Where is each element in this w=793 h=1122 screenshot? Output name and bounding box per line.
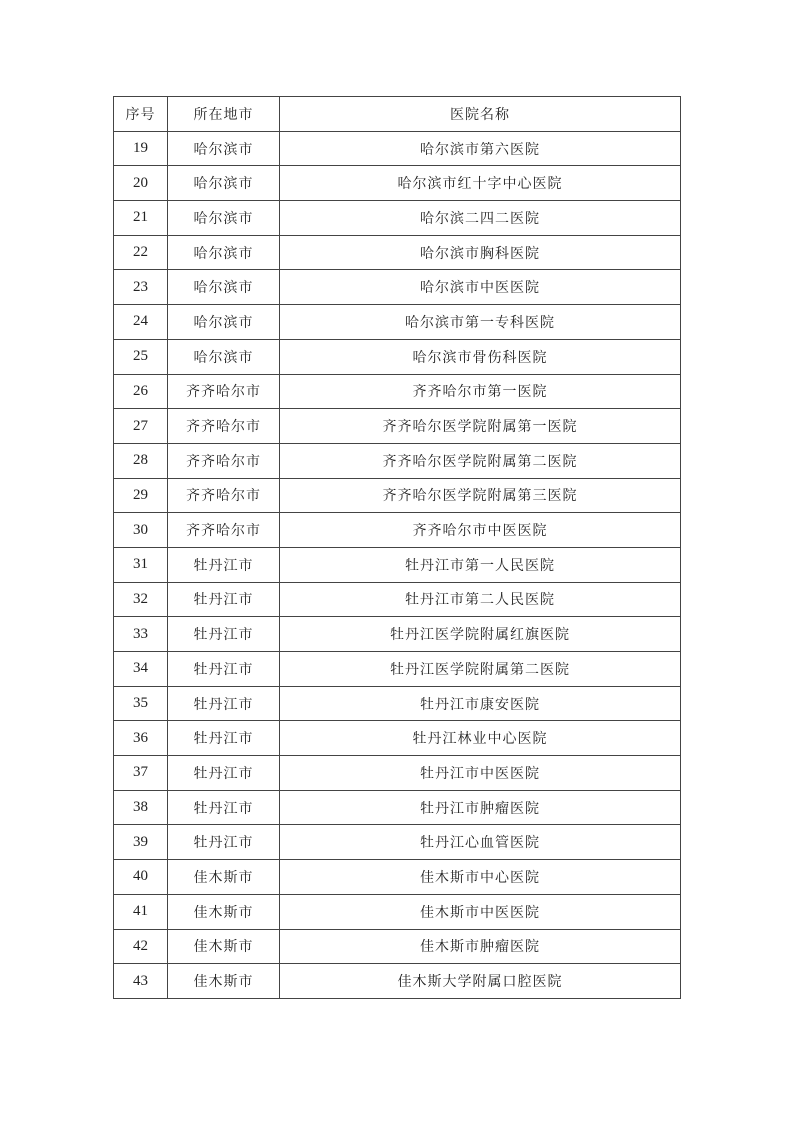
- cell-hospital: 齐齐哈尔医学院附属第二医院: [280, 443, 681, 478]
- cell-index: 39: [114, 825, 168, 860]
- cell-index: 42: [114, 929, 168, 964]
- cell-city: 佳木斯市: [168, 894, 280, 929]
- cell-index: 19: [114, 131, 168, 166]
- table-row: [114, 894, 681, 929]
- table-header: [114, 97, 681, 132]
- cell-index: 28: [114, 443, 168, 478]
- table-row: [114, 790, 681, 825]
- table-row: [114, 652, 681, 687]
- table-row: [114, 305, 681, 340]
- cell-city: 佳木斯市: [168, 860, 280, 895]
- cell-index: 40: [114, 860, 168, 895]
- cell-city: 牡丹江市: [168, 617, 280, 652]
- table-row: [114, 860, 681, 895]
- cell-hospital: 牡丹江市第二人民医院: [280, 582, 681, 617]
- cell-city: 齐齐哈尔市: [168, 374, 280, 409]
- cell-hospital: 哈尔滨市红十字中心医院: [280, 166, 681, 201]
- cell-hospital: 齐齐哈尔市第一医院: [280, 374, 681, 409]
- cell-index: 25: [114, 339, 168, 374]
- table-row: [114, 201, 681, 236]
- table-row: [114, 131, 681, 166]
- cell-city: 哈尔滨市: [168, 270, 280, 305]
- header-hospital: 医院名称: [280, 97, 681, 132]
- cell-index: 30: [114, 513, 168, 548]
- cell-city: 哈尔滨市: [168, 201, 280, 236]
- header-index: 序号: [114, 97, 168, 132]
- table-row: [114, 513, 681, 548]
- cell-index: 32: [114, 582, 168, 617]
- cell-hospital: 齐齐哈尔医学院附属第一医院: [280, 409, 681, 444]
- cell-index: 22: [114, 235, 168, 270]
- cell-city: 哈尔滨市: [168, 131, 280, 166]
- cell-index: 38: [114, 790, 168, 825]
- header-row: [114, 97, 681, 132]
- cell-hospital: 佳木斯市肿瘤医院: [280, 929, 681, 964]
- cell-index: 24: [114, 305, 168, 340]
- cell-hospital: 牡丹江医学院附属第二医院: [280, 652, 681, 687]
- cell-city: 哈尔滨市: [168, 339, 280, 374]
- cell-index: 43: [114, 964, 168, 999]
- cell-hospital: 佳木斯大学附属口腔医院: [280, 964, 681, 999]
- cell-city: 哈尔滨市: [168, 235, 280, 270]
- cell-city: 牡丹江市: [168, 652, 280, 687]
- hospital-list-table: [113, 96, 681, 999]
- table-row: [114, 374, 681, 409]
- cell-hospital: 哈尔滨市第六医院: [280, 131, 681, 166]
- table-row: [114, 166, 681, 201]
- cell-city: 哈尔滨市: [168, 166, 280, 201]
- table-row: [114, 825, 681, 860]
- cell-hospital: 齐齐哈尔市中医医院: [280, 513, 681, 548]
- table-body: [114, 131, 681, 998]
- table-row: [114, 547, 681, 582]
- cell-index: 29: [114, 478, 168, 513]
- cell-index: 34: [114, 652, 168, 687]
- cell-hospital: 牡丹江市肿瘤医院: [280, 790, 681, 825]
- cell-city: 牡丹江市: [168, 721, 280, 756]
- header-city: 所在地市: [168, 97, 280, 132]
- cell-city: 哈尔滨市: [168, 305, 280, 340]
- table-row: [114, 270, 681, 305]
- cell-hospital: 牡丹江医学院附属红旗医院: [280, 617, 681, 652]
- cell-hospital: 齐齐哈尔医学院附属第三医院: [280, 478, 681, 513]
- cell-index: 20: [114, 166, 168, 201]
- cell-city: 牡丹江市: [168, 686, 280, 721]
- cell-index: 31: [114, 547, 168, 582]
- cell-index: 21: [114, 201, 168, 236]
- cell-hospital: 哈尔滨市第一专科医院: [280, 305, 681, 340]
- table-row: [114, 478, 681, 513]
- cell-hospital: 佳木斯市中医医院: [280, 894, 681, 929]
- cell-city: 齐齐哈尔市: [168, 443, 280, 478]
- cell-hospital: 哈尔滨市骨伤科医院: [280, 339, 681, 374]
- cell-hospital: 牡丹江市中医医院: [280, 756, 681, 791]
- cell-city: 牡丹江市: [168, 547, 280, 582]
- table-row: [114, 339, 681, 374]
- cell-city: 齐齐哈尔市: [168, 513, 280, 548]
- cell-city: 牡丹江市: [168, 756, 280, 791]
- table-row: [114, 443, 681, 478]
- cell-index: 33: [114, 617, 168, 652]
- cell-hospital: 牡丹江市第一人民医院: [280, 547, 681, 582]
- table-row: [114, 235, 681, 270]
- cell-city: 牡丹江市: [168, 582, 280, 617]
- cell-index: 27: [114, 409, 168, 444]
- cell-index: 36: [114, 721, 168, 756]
- cell-index: 26: [114, 374, 168, 409]
- cell-hospital: 哈尔滨二四二医院: [280, 201, 681, 236]
- table-row: [114, 409, 681, 444]
- cell-city: 佳木斯市: [168, 929, 280, 964]
- cell-city: 牡丹江市: [168, 825, 280, 860]
- cell-city: 齐齐哈尔市: [168, 478, 280, 513]
- cell-index: 35: [114, 686, 168, 721]
- cell-hospital: 牡丹江市康安医院: [280, 686, 681, 721]
- cell-city: 佳木斯市: [168, 964, 280, 999]
- table-row: [114, 582, 681, 617]
- cell-city: 齐齐哈尔市: [168, 409, 280, 444]
- table-row: [114, 756, 681, 791]
- cell-hospital: 牡丹江林业中心医院: [280, 721, 681, 756]
- table-row: [114, 617, 681, 652]
- cell-city: 牡丹江市: [168, 790, 280, 825]
- cell-hospital: 哈尔滨市胸科医院: [280, 235, 681, 270]
- table-row: [114, 686, 681, 721]
- cell-hospital: 牡丹江心血管医院: [280, 825, 681, 860]
- cell-index: 41: [114, 894, 168, 929]
- table-row: [114, 929, 681, 964]
- cell-hospital: 佳木斯市中心医院: [280, 860, 681, 895]
- table-row: [114, 964, 681, 999]
- table-row: [114, 721, 681, 756]
- cell-index: 37: [114, 756, 168, 791]
- cell-hospital: 哈尔滨市中医医院: [280, 270, 681, 305]
- cell-index: 23: [114, 270, 168, 305]
